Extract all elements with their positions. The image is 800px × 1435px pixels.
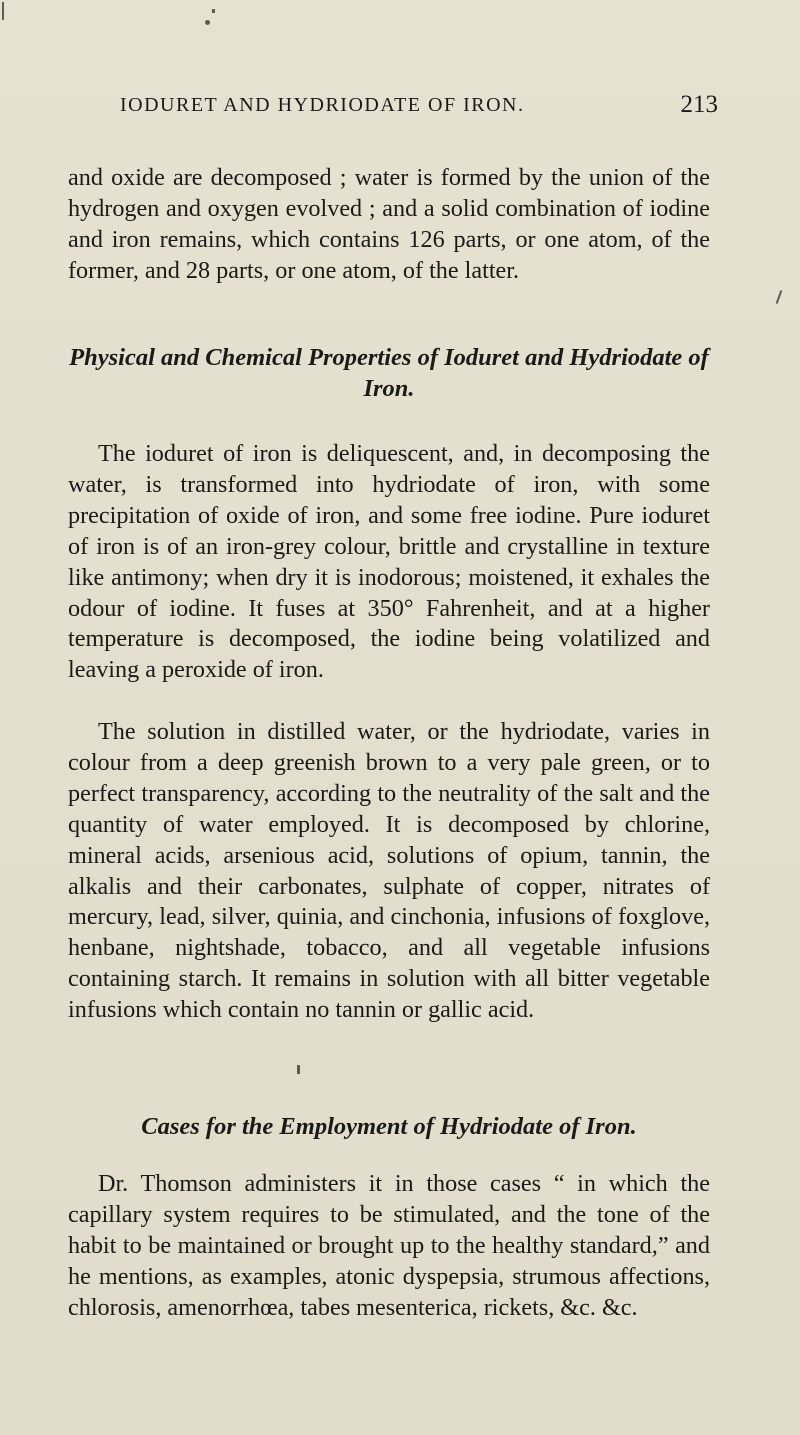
heading-cases-for-employment: Cases for the Employment of Hydriodate of Iron. (141, 1113, 637, 1140)
paragraph-cases-thomson: Dr. Thomson administers it in those cases “ in which the capillary system requires to be stimulated, and the tone of the habit to be maintained or brought up to the healthy standard,” and he mentions, as examples, atonic dyspepsia, strumous affections, chlorosis, amenorrhœa, tabes mesenterica, rickets, &c. &c. (68, 1170, 710, 1321)
paragraph-properties-ioduret: The ioduret of iron is deliquescent, and, in decomposing the water, is transformed into hydriodate of iron, with some precipitation of oxide of iron, and some free iodine. Pure ioduret of iron is of an iron-grey colour, brittle and crystalline in texture like antimony; when dry it is inodorous; moistened, it exhales the odour of iodine. It fuses at 350° Fahrenheit, and at a higher temperature is decomposed, the iodine being volatilized and leaving a peroxide of iron. (68, 440, 710, 684)
running-head (70, 89, 718, 121)
page-number: 213 (680, 91, 718, 118)
paper-speck (212, 9, 215, 13)
paper-speck (205, 20, 210, 25)
paper-speck (776, 290, 783, 304)
heading-physical-chemical-properties: Physical and Chemical Properties of Ioduret and Hydriodate of Iron. (69, 344, 709, 402)
paragraph-opening: and oxide are decomposed ; water is formed by the union of the hydrogen and oxygen evolved ; and a solid combination of iodine and iron remains, which contains 126 parts, or one atom, of the former, and 28 parts, or one atom, of the latter. (68, 164, 710, 284)
paragraph-properties-solution: The solution in distilled water, or the hydriodate, varies in colour from a deep greenish brown to a very pale green, or to perfect transparency, according to the neutrality of the salt and the quantity of water employed. It is decomposed by chlorine, mineral acids, arsenious acid, solutions of opium, tannin, the alkalis and their carbonates, sulphate of copper, nitrates of mercury, lead, silver, quinia, and cinchonia, infusions of foxglove, henbane, nightshade, tobacco, and all vegetable infusions containing starch. It remains in solution with all bitter vegetable infusions which contain no tannin or gallic acid. (68, 718, 710, 1024)
paper-speck (2, 2, 4, 20)
paper-speck (297, 1065, 300, 1074)
running-title: IODURET AND HYDRIODATE OF IRON. (120, 94, 525, 116)
